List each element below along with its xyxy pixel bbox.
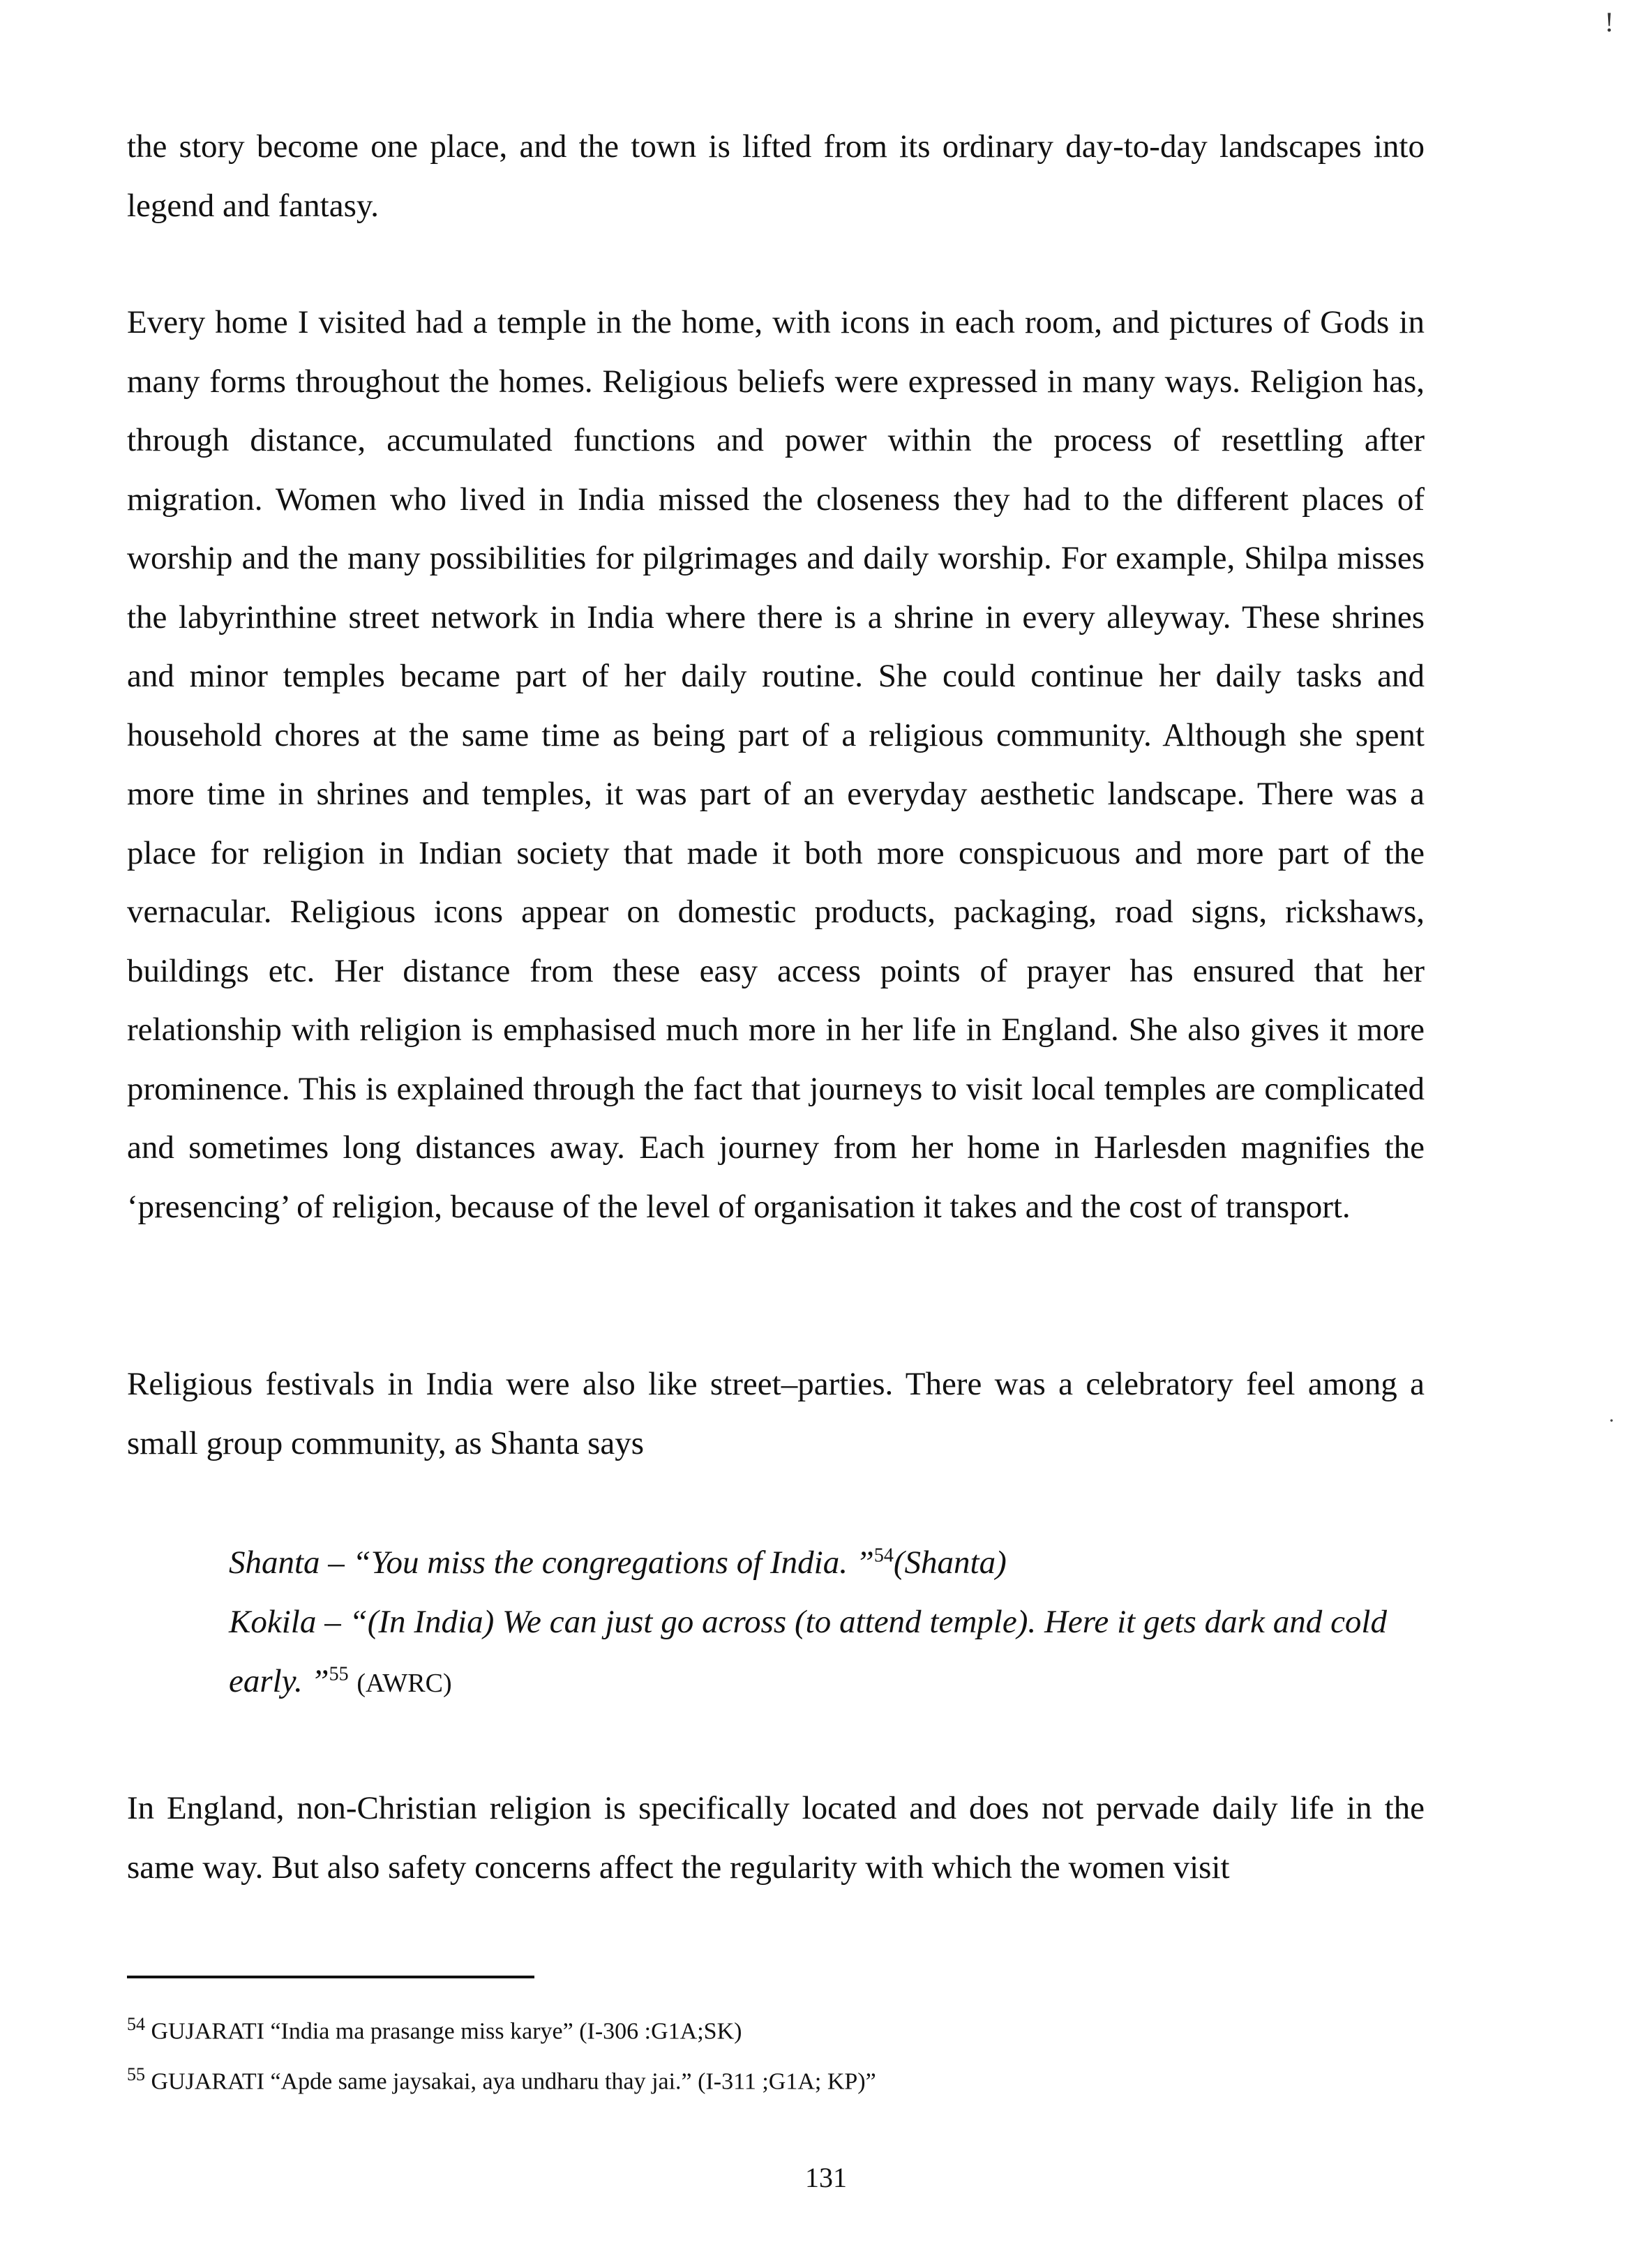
footnote-55 xyxy=(127,2059,876,2097)
footnote-ref-54: 54 xyxy=(873,1544,894,1567)
scan-stray-mark: · xyxy=(1608,1409,1615,1432)
footnote-ref-55: 55 xyxy=(329,1662,349,1685)
scan-corner-mark: ! xyxy=(1605,6,1614,38)
footnote-divider xyxy=(127,1976,534,1978)
footnote-text: GUJARATI “India ma prasange miss karye” (I-306 :G1A;SK) xyxy=(151,2018,742,2045)
paragraph-festivals: Religious festivals in India were also like street–parties. There was a celebratory feel among a small group community, as Shanta says xyxy=(127,1366,1425,1461)
quote-shanta xyxy=(229,1533,1387,1593)
footnote-text: GUJARATI “Apde same jaysakai, aya undharu thay jai.” (I-311 ;G1A; KP)” xyxy=(151,2068,876,2095)
page-number: 131 xyxy=(805,2162,847,2193)
quote-kokila xyxy=(229,1593,1387,1713)
quote-shanta-text: Shanta – “You miss the congregations of India. ” xyxy=(229,1544,874,1581)
footnote-number: 55 xyxy=(127,2064,145,2084)
paragraph-continuation: the story become one place, and the town is lifted from its ordinary day-to-day landscapes into legend and fantasy. xyxy=(127,128,1425,224)
paragraph-temples: Every home I visited had a temple in the home, with icons in each room, and pictures of Gods in many forms throughout the homes. Religious beliefs were expressed in many ways. Religion has, through distance, accumulated functions and power within the process of resettling after migration. Women who lived in India missed the closeness they had to the different places of worship and the many possibilities for pilgrimages and daily worship. For example, Shilpa misses the labyrinthine street network in India where there is a shrine in every alleyway. These shrines and minor temples became part of her daily routine. She could continue her daily tasks and household chores at the same time as being part of a religious community. Although she spent more time in shrines and temples, it was part of an everyday aesthetic landscape. There was a place for religion in Indian society that made it both more conspicuous and more part of the vernacular. Religious icons appear on domestic products, packaging, road signs, rickshaws, buildings etc. Her distance from these easy access points of prayer has ensured that her relationship with religion is emphasised much more in her life in England. She also gives it more prominence. This is explained through the fact that journeys to visit local temples are complicated and sometimes long distances away. Each journey from her home in Harlesden magnifies the ‘presencing’ of religion, because of the level of organisation it takes and the cost of transport. xyxy=(127,304,1425,1225)
paragraph-england: In England, non-Christian religion is specifically located and does not pervade daily life in the same way. But also safety concerns affect the regularity with which the women visit xyxy=(127,1790,1425,1886)
quote-shanta-source: (Shanta) xyxy=(893,1544,1007,1581)
quote-kokila-text: Kokila – “(In India) We can just go across (to attend temple). Here it gets dark and cold early. ” xyxy=(229,1604,1387,1699)
footnote-54 xyxy=(127,2009,742,2047)
quote-kokila-source: (AWRC) xyxy=(356,1668,452,1698)
footnote-number: 54 xyxy=(127,2014,145,2034)
